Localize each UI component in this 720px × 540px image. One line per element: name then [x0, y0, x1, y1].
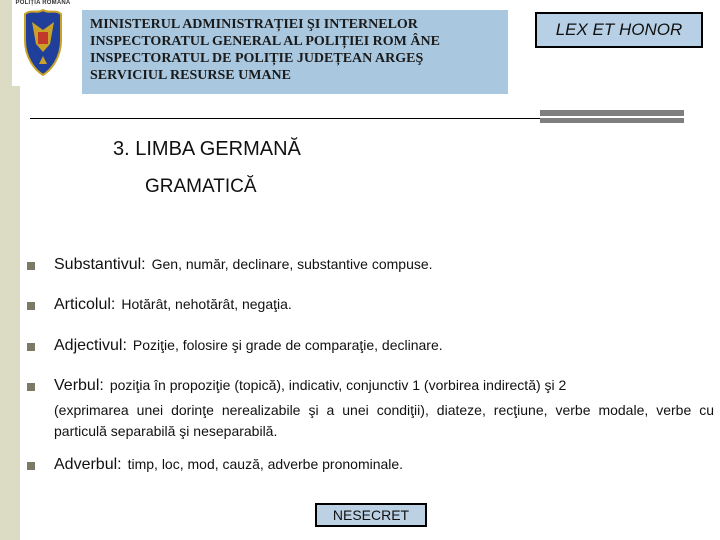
header-line-ministry: MINISTERUL ADMINISTRAȚIEI ŞI INTERNELOR	[90, 17, 418, 32]
bullet-icon	[27, 302, 35, 310]
item-term: Verbul:	[54, 377, 104, 394]
item-term: Substantivul:	[54, 256, 146, 273]
item-term: Adjectivul:	[54, 337, 127, 354]
divider-thick	[540, 110, 684, 124]
item-desc: Poziţie, folosire şi grade de comparaţie, declinare.	[132, 337, 443, 353]
header-line-general-inspectorate: INSPECTORATUL GENERAL AL POLIȚIEI ROM ÂNE	[90, 34, 440, 49]
bullet-icon	[27, 383, 35, 391]
police-crest-icon	[12, 0, 74, 86]
item-term: Adverbul:	[54, 456, 122, 473]
bullet-icon	[27, 262, 35, 270]
institution-header	[82, 10, 508, 94]
bullet-icon	[27, 343, 35, 351]
classification-stamp: NESECRET	[315, 503, 427, 527]
list-item	[54, 456, 403, 474]
list-item	[54, 377, 566, 395]
item-desc: poziţia în propoziţie (topică), indicativ, conjunctiv 1 (vorbirea indirectă) şi 2	[109, 377, 567, 393]
item-desc: timp, loc, mod, cauză, adverbe pronominale.	[127, 456, 404, 472]
list-item	[54, 256, 433, 274]
bullet-icon	[27, 462, 35, 470]
item-continuation: (exprimarea unei dorinţe nerealizabile şi a unei condiţii), diateze, recţiune, verbe modale, verbe cu particulă separabilă şi neseparabilă.	[54, 402, 714, 439]
logo-label: POLIȚIA ROMÂNĂ	[15, 0, 71, 6]
divider-thin	[30, 118, 540, 119]
section-number: 3.	[113, 138, 130, 160]
section-title	[113, 138, 301, 161]
header-line-county-inspectorate: INSPECTORATUL DE POLIȚIE JUDEȚEAN ARGEŞ	[90, 51, 424, 66]
police-crest-logo	[12, 0, 74, 86]
item-desc: Gen, număr, declinare, substantive compuse.	[151, 256, 433, 272]
motto-box: LEX ET HONOR	[535, 12, 703, 48]
section-name: LIMBA GERMANĂ	[135, 138, 301, 160]
item-term: Articolul:	[54, 296, 116, 313]
subsection-title: GRAMATICĂ	[145, 176, 257, 197]
item-desc: Hotărât, nehotărât, negaţia.	[121, 296, 292, 312]
list-item	[54, 296, 292, 314]
list-item	[54, 337, 443, 355]
header-line-service: SERVICIUL RESURSE UMANE	[90, 68, 291, 83]
